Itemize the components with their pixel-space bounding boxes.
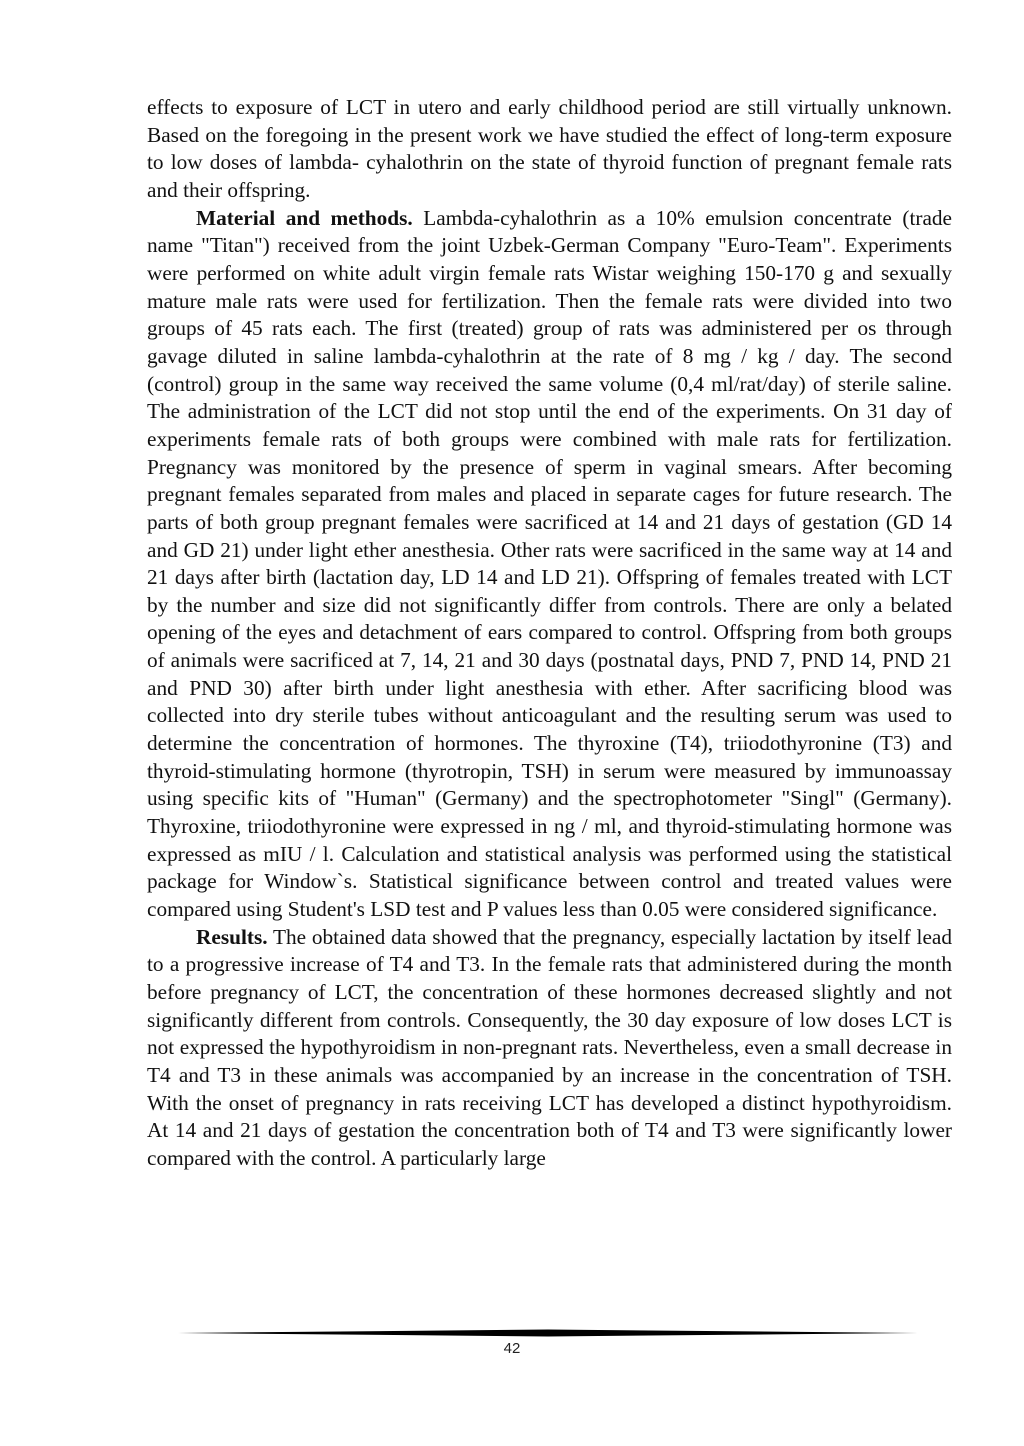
results-heading: Results. [196, 924, 268, 949]
page-body [147, 94, 952, 1173]
page-number: 42 [503, 1340, 521, 1357]
footer-rule [178, 1328, 918, 1338]
methods-text: Lambda-cyhalothrin as a 10% emulsion concentrate (trade name "Titan") received from the joint Uzbek-German Company "Euro-Team". Experiments were performed on white adult virgin female rats Wistar weighing 150-170 g and sexually mature male rats were used for fertilization. Then the female rats were divided into two groups of 45 rats each. The first (treated) group of rats was administered per os through gavage diluted in saline lambda-cyhalothrin at the rate of 8 mg / kg / day. The second (control) group in the same way received the same volume (0,4 ml/rat/day) of sterile saline. The administration of the LCT did not stop until the end of the experiments. On 31 day of experiments female rats of both groups were combined with male rats for fertilization. Pregnancy was monitored by the presence of sperm in vaginal smears. After becoming pregnant females separated from males and placed in separate cages for future research. The parts of both group pregnant females were sacrificed at 14 and 21 days of gestation (GD 14 and GD 21) under light ether anesthesia. Other rats were sacrificed in the same way at 14 and 21 days after birth (lactation day, LD 14 and LD 21). Offspring of females treated with LCT by the number and size did not significantly differ from controls. There are only a belated opening of the eyes and detachment of ears compared to control. Offspring from both groups of animals were sacrificed at 7, 14, 21 and 30 days (postnatal days, PND 7, PND 14, PND 21 and PND 30) after birth under light anesthesia with ether. After sacrificing blood was collected into dry sterile tubes without anticoagulant and the resulting serum was used to determine the concentration of hormones. The thyroxine (T4), triiodothyronine (T3) and thyroid-stimulating hormone (thyrotropin, TSH) in serum were measured by immunoassay using specific kits of "Human" (Germany) and the spectrophotometer "Singl" (Germany). Thyroxine, triiodothyronine were expressed in ng / ml, and thyroid-stimulating hormone was expressed as mIU / l. Calculation and statistical analysis was performed using the statistical package for Window`s. Statistical significance between control and treated values were compared using Student's LSD test and P values less than 0.05 were considered significance. [147, 205, 953, 922]
methods-heading: Material and methods. [196, 205, 413, 230]
results-paragraph [147, 924, 952, 1173]
intro-paragraph: effects to exposure of LCT in utero and early childhood period are still virtually unknown. Based on the foregoing in the present work we have studied the effect of long-term exposure to low doses of lambda- cyhalothrin on the state of thyroid function of pregnant female rats and their offspring. [147, 95, 952, 202]
results-text: The obtained data showed that the pregnancy, especially lactation by itself lead to a progressive increase of T4 and T3. In the female rats that administered during the month before pregnancy of LCT, the concentration of these hormones decreased slightly and not significantly different from controls. Consequently, the 30 day exposure of low doses LCT is not expressed the hypothyroidism in non-pregnant rats. Nevertheless, even a small decrease in T4 and T3 in these animals was accompanied by an increase in the concentration of TSH. With the onset of pregnancy in rats receiving LCT has developed a distinct hypothyroidism. At 14 and 21 days of gestation the concentration both of T4 and T3 were significantly lower compared with the control. A particularly large [147, 924, 952, 1170]
methods-paragraph [147, 205, 952, 924]
